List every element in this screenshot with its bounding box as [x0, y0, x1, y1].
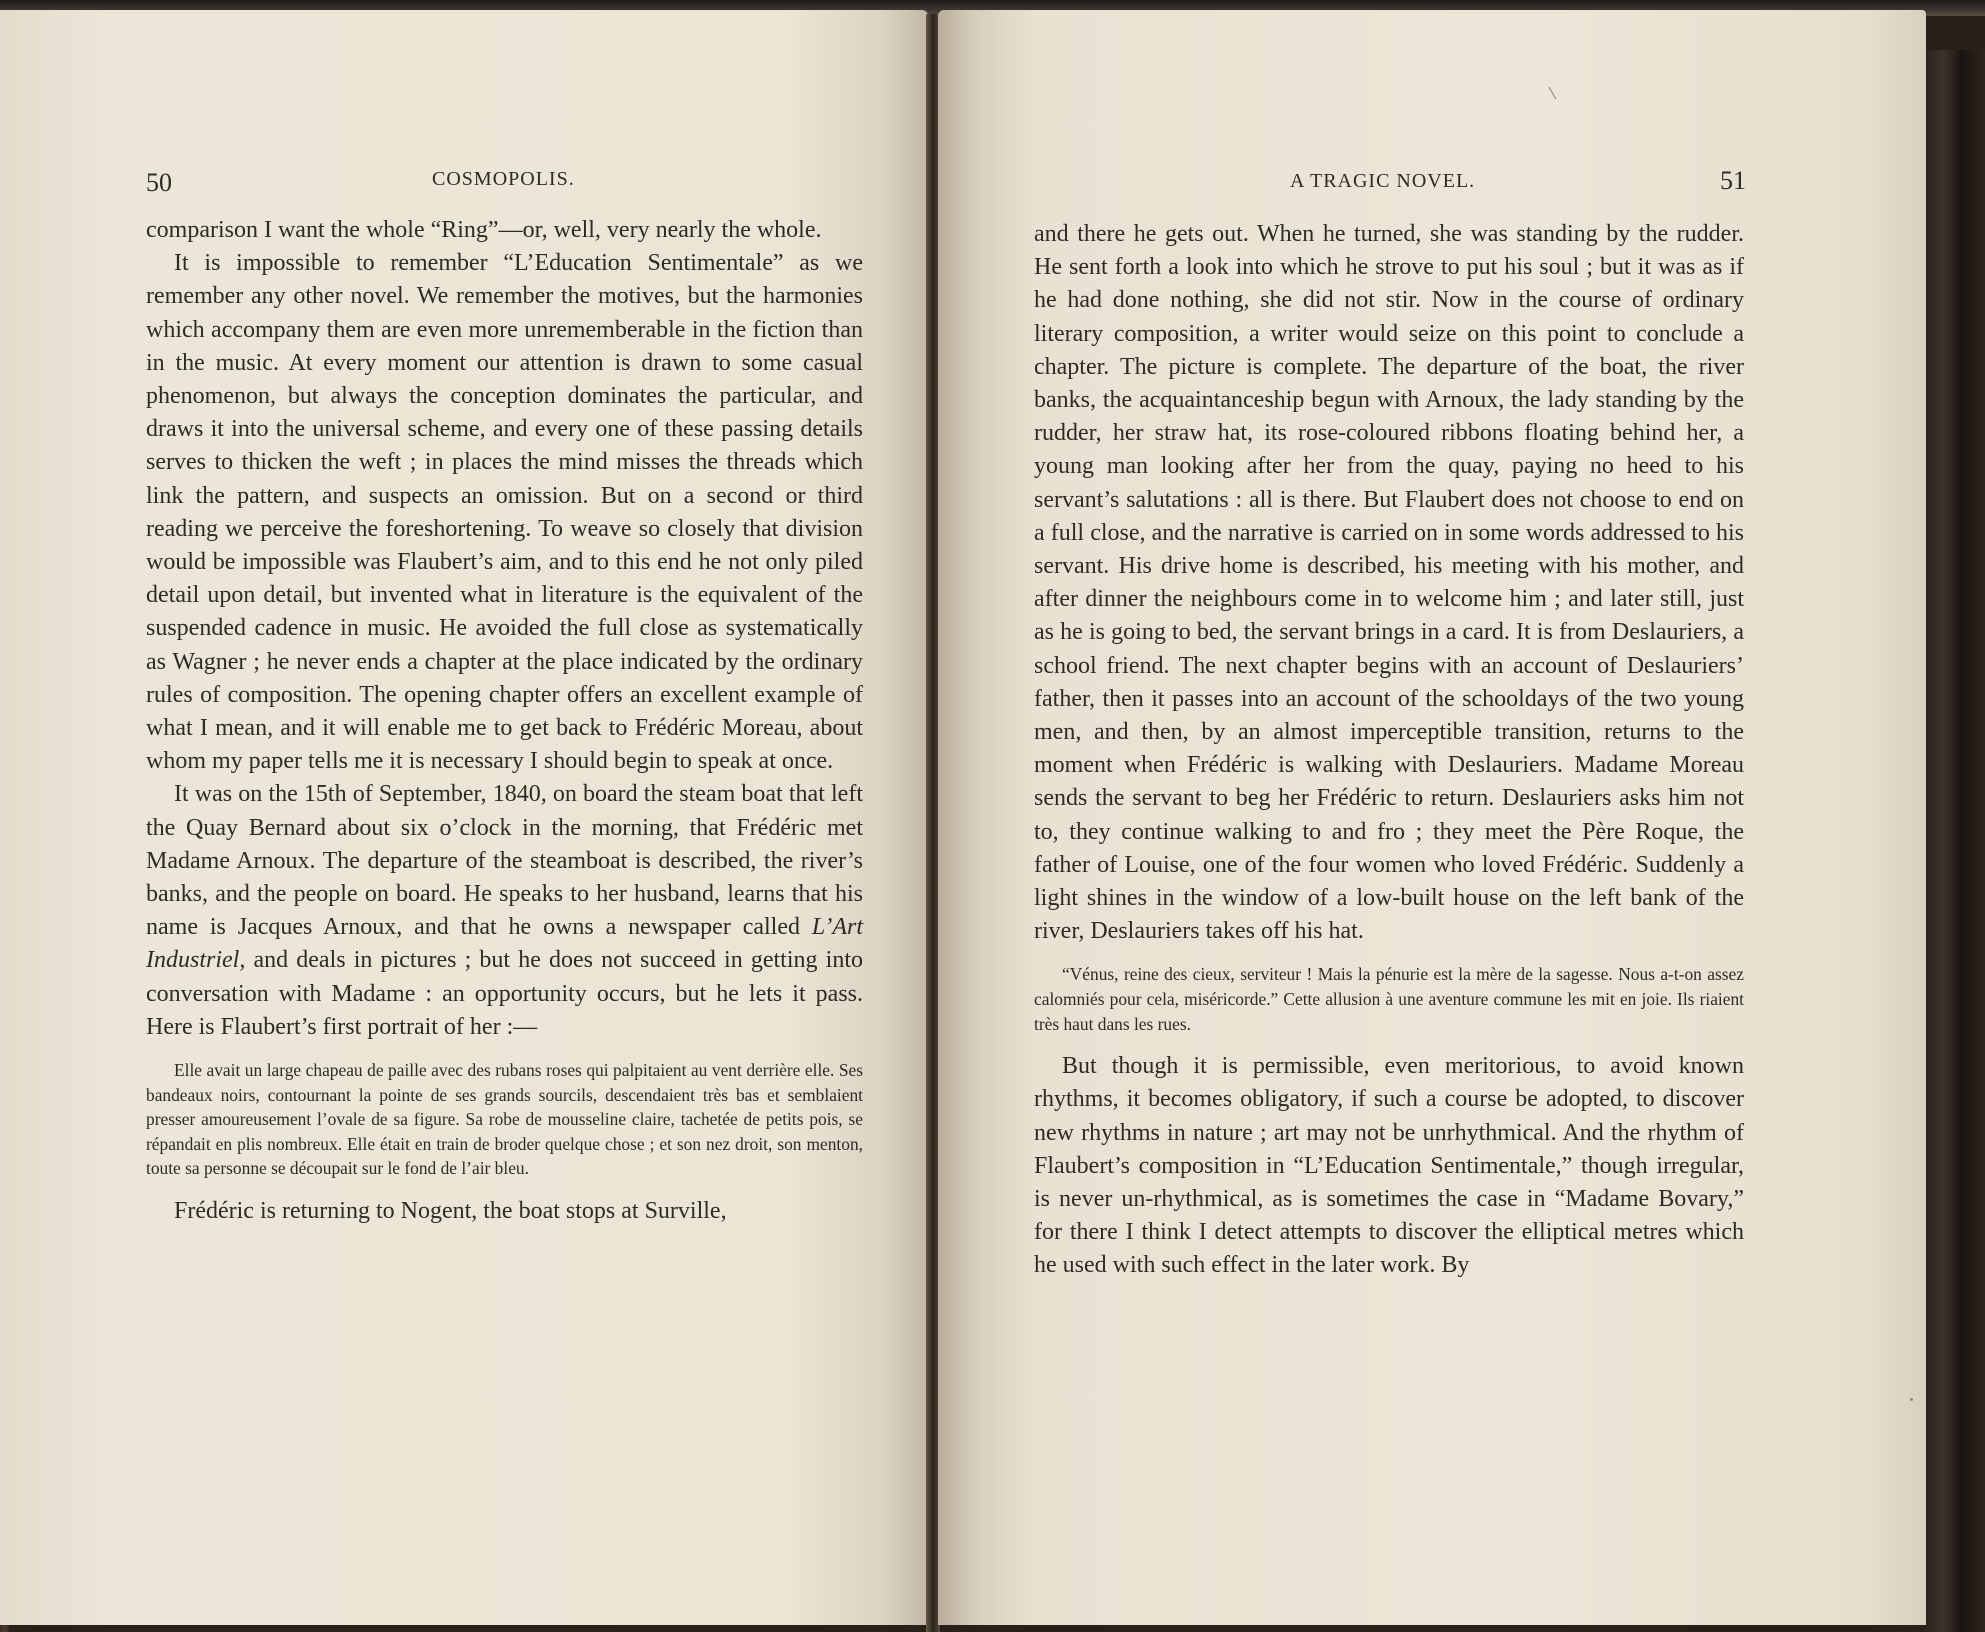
right-text-column: [1034, 218, 1744, 1283]
right-page: [938, 10, 1926, 1625]
block-quote: Elle avait un large chapeau de paille avec des rubans roses qui palpitaient au vent derrière elle. Ses bandeaux noirs, contournant la pointe de ses grands sourcils, descendaient très bas et semblaient presser amoureusement l’ovale de sa figure. Sa robe de mousseline claire, tachetée de petits pois, se répandait en plis nombreux. Elle était en train de broder quelque chose ; et son nez droit, son menton, toute sa personne se découpait sur le fond de l’air bleu.: [146, 1060, 863, 1179]
paragraph: and there he gets out. When he turned, she was standing by the rudder. He sent forth a look into which he strove to put his soul ; but it was as if he had done nothing, she did not stir. Now in the course of ordinary literary composition, a writer would seize on this point to conclude a chapter. The picture is complete. The departure of the boat, the river banks, the acquaintanceship begun with Arnoux, the lady standing by the rudder, her straw hat, its rose-coloured ribbons floating behind her, a young man looking after her from the quay, paying no heed to his servant’s salutations : all is there. But Flaubert does not choose to end on a full close, and the narrative is carried on in some words addressed to his servant. His drive home is described, his meeting with his mother, and after dinner the neighbours come in to welcome him ; and later still, just as he is going to bed, the servant brings in a card. It is from Deslauriers, a school friend. The next chapter begins with an account of Deslauriers’ father, then it passes into an account of the schooldays of the two young men, and then, by an almost imperceptible transition, returns to the moment when Frédéric is walking with Deslauriers. Madame Moreau sends the servant to beg her Frédéric to return. Deslauriers asks him not to, they continue walking to and fro ; they meet the Père Roque, the father of Louise, one of the four women who loved Frédéric. Suddenly a light shines in the window of a low-built house on the left bank of the river, Deslauriers takes off his hat.: [1034, 221, 1744, 945]
pencil-mark: [1549, 87, 1557, 100]
running-head-right: A TRAGIC NOVEL.: [1290, 170, 1476, 192]
paragraph: But though it is permissible, even meritorious, to avoid known rhythms, it becomes obligatory, if such a course be adopted, to discover new rhythms in nature ; art may not be unrhythmical. And the rhythm of Flaubert’s composition in “L’Education Sentimentale,” though irregular, is never un-rhythmical, as is sometimes the case in “Madame Bovary,” for there I think I detect attempts to discover the elliptical metres which he used with such effect in the later work. By: [1034, 1053, 1744, 1279]
newspaper-title: L’Art Industriel,: [146, 914, 863, 974]
paragraph: [146, 778, 863, 1044]
paragraph-text: and deals in pictures ; but he does not succeed in getting into conversation with Madame : an opportunity occurs, but he lets it pass. Here is Flaubert’s first portrait of her :—: [146, 947, 863, 1040]
left-page: [0, 10, 928, 1625]
page-number-left: 50: [146, 168, 172, 197]
paragraph-text: It was on the 15th of September, 1840, on board the steam boat that left the Quay Bernard about six o’clock in the morning, that Frédéric met Madame Arnoux. The departure of the steamboat is described, the river’s banks, and the people on board. He speaks to her husband, learns that his name is Jacques Arnoux, and that he owns a newspaper called: [146, 781, 863, 941]
running-head-left: COSMOPOLIS.: [432, 168, 575, 190]
paper-speck: [1910, 1398, 1913, 1401]
page-number-right: 51: [1720, 166, 1746, 195]
paragraph: Frédéric is returning to Nogent, the boat stops at Surville,: [174, 1198, 727, 1225]
block-quote: “Vénus, reine des cieux, serviteur ! Mais la pénurie est la mère de la sagesse. Nous a-t-on assez calomniés pour cela, miséricorde.” Cette allusion à une aventure commune les mit en joie. Ils riaient très haut dans les rues.: [1034, 964, 1744, 1034]
paragraph: comparison I want the whole “Ring”—or, well, very nearly the whole.: [146, 217, 822, 243]
left-text-column: [146, 214, 863, 1228]
book-cover-edge: [1926, 50, 1985, 1632]
paragraph: It is impossible to remember “L’Education Sentimentale” as we remember any other novel. We remember the motives, but the harmonies which accompany them are even more unrememberable in the fiction than in the music. At every moment our attention is drawn to some casual phenomenon, but always the conception dominates the particular, and draws it into the universal scheme, and every one of these passing details serves to thicken the weft ; in places the mind misses the threads which link the pattern, and suspects an omission. But on a second or third reading we perceive the foreshortening. To weave so closely that division would be impossible was Flaubert’s aim, and to this end he not only piled detail upon detail, but invented what in literature is the equivalent of the suspended cadence in music. He avoided the full close as systematically as Wagner ; he never ends a chapter at the place indicated by the ordinary rules of composition. The opening chapter offers an excellent example of what I mean, and it will enable me to get back to Frédéric Moreau, about whom my paper tells me it is necessary I should begin to speak at once.: [146, 250, 863, 775]
